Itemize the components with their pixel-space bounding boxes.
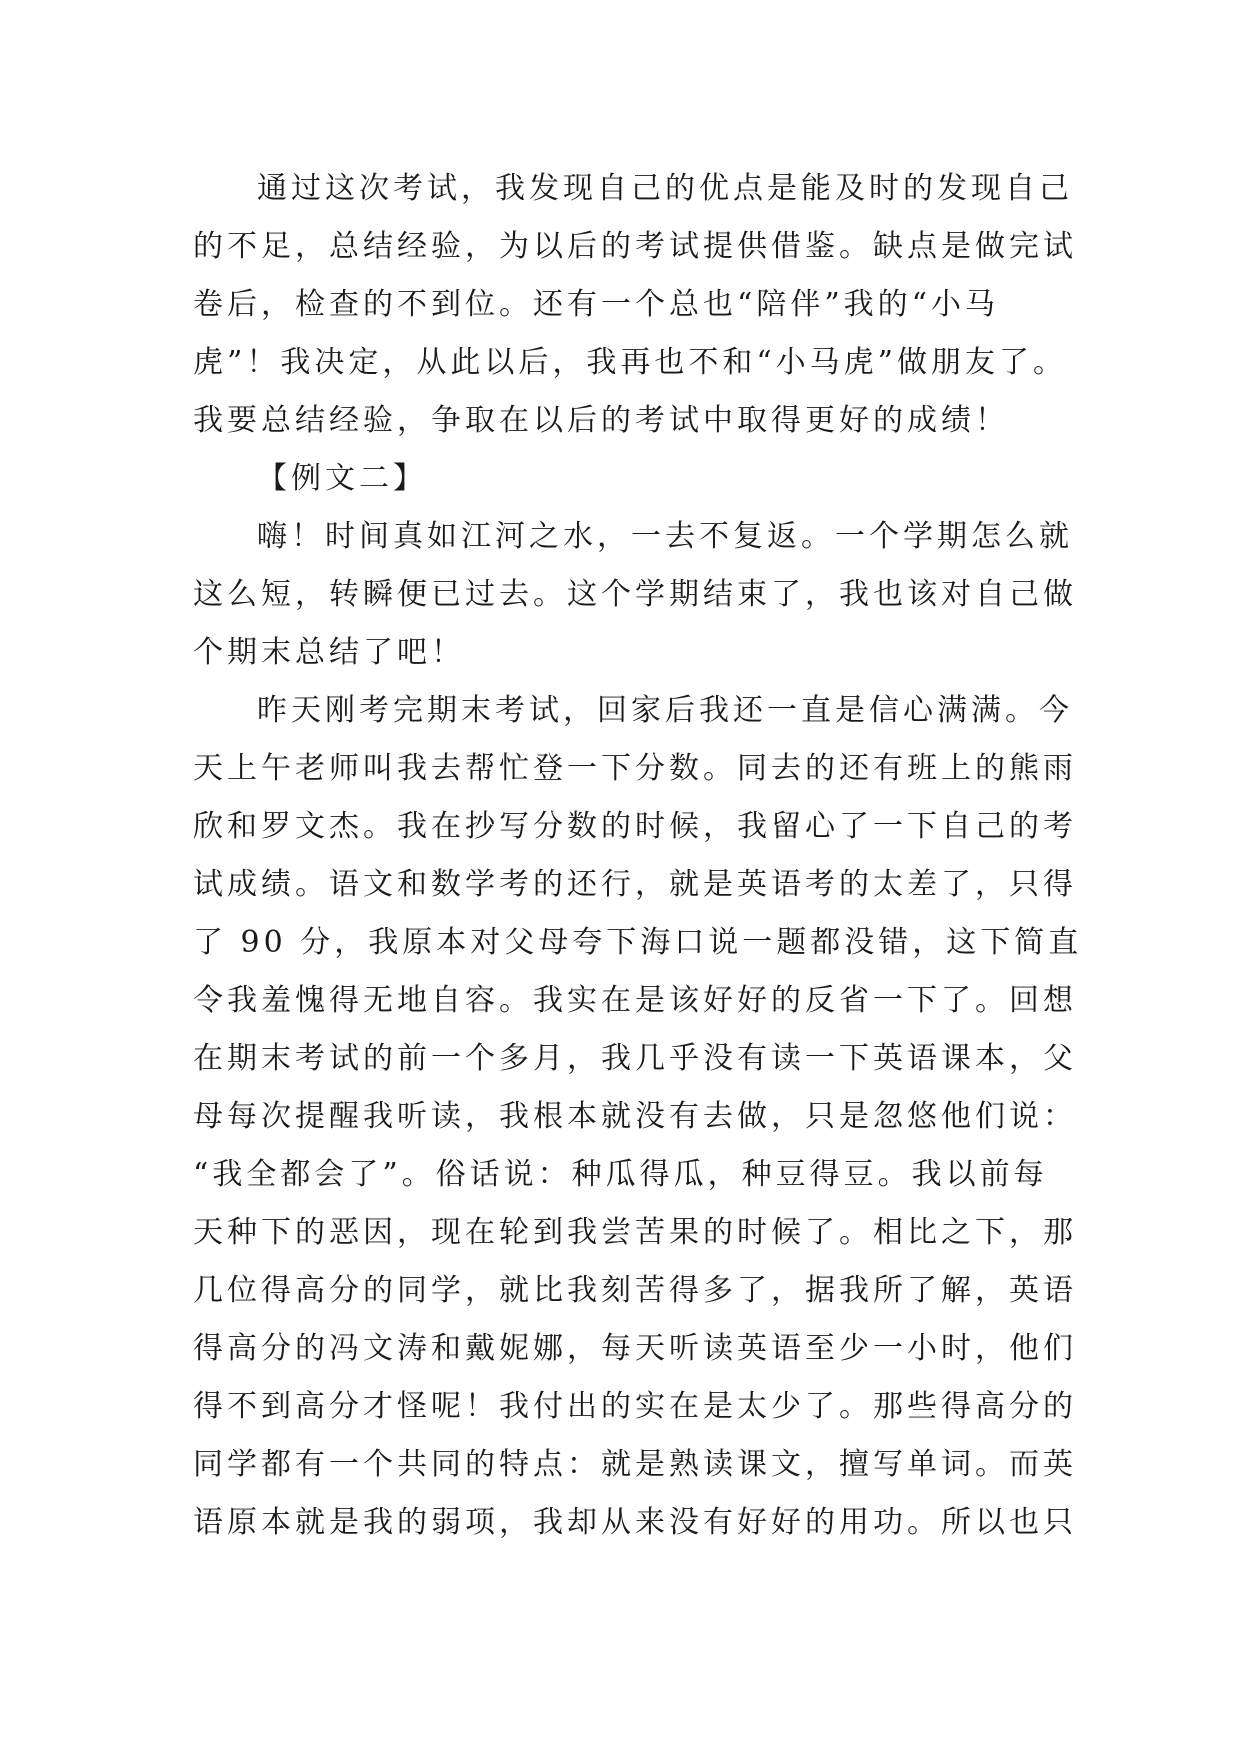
text-line: 虎”！我决定，从此以后，我再也不和“小马虎”做朋友了。 — [193, 345, 1068, 380]
text-line: 在期末考试的前一个多月，我几乎没有读一下英语课本，父 — [193, 1041, 1077, 1076]
text-line: 得高分的冯文涛和戴妮娜，每天听读英语至少一小时，他们 — [193, 1331, 1077, 1366]
text-line: 【例文二】 — [257, 461, 427, 496]
text-line: 语原本就是我的弱项，我却从来没有好好的用功。所以也只 — [193, 1505, 1077, 1540]
text-line: 了 90 分，我原本对父母夸下海口说一题都没错，这下简直 — [193, 925, 1083, 960]
text-line: 欣和罗文杰。我在抄写分数的时候，我留心了一下自己的考 — [193, 809, 1077, 844]
text-line: 同学都有一个共同的特点：就是熟读课文，擅写单词。而英 — [193, 1447, 1077, 1482]
text-line: 得不到高分才怪呢！我付出的实在是太少了。那些得高分的 — [193, 1389, 1077, 1424]
text-line: 昨天刚考完期末考试，回家后我还一直是信心满满。今 — [257, 693, 1073, 728]
document-body — [193, 160, 1083, 1552]
text-line: 天上午老师叫我去帮忙登一下分数。同去的还有班上的熊雨 — [193, 751, 1077, 786]
text-line: 个期末总结了吧！ — [193, 635, 465, 670]
text-line: 这么短，转瞬便已过去。这个学期结束了，我也该对自己做 — [193, 577, 1077, 612]
text-line: 令我羞愧得无地自容。我实在是该好好的反省一下了。回想 — [193, 983, 1077, 1018]
text-line: 的不足，总结经验，为以后的考试提供借鉴。缺点是做完试 — [193, 229, 1077, 264]
text-line: 嗨！时间真如江河之水，一去不复返。一个学期怎么就 — [257, 519, 1073, 554]
text-line: 试成绩。语文和数学考的还行，就是英语考的太差了，只得 — [193, 867, 1077, 902]
text-line: 我要总结经验，争取在以后的考试中取得更好的成绩！ — [193, 403, 1009, 438]
text-line: “我全都会了”。俗话说：种瓜得瓜，种豆得豆。我以前每 — [193, 1157, 1048, 1192]
text-line: 通过这次考试，我发现自己的优点是能及时的发现自己 — [257, 171, 1073, 206]
text-line: 卷后，检查的不到位。还有一个总也“陪伴”我的“小马 — [193, 287, 1000, 322]
text-line: 母每次提醒我听读，我根本就没有去做，只是忽悠他们说： — [193, 1099, 1077, 1134]
text-line: 几位得高分的同学，就比我刻苦得多了，据我所了解，英语 — [193, 1273, 1077, 1308]
text-line: 天种下的恶因，现在轮到我尝苦果的时候了。相比之下，那 — [193, 1215, 1077, 1250]
